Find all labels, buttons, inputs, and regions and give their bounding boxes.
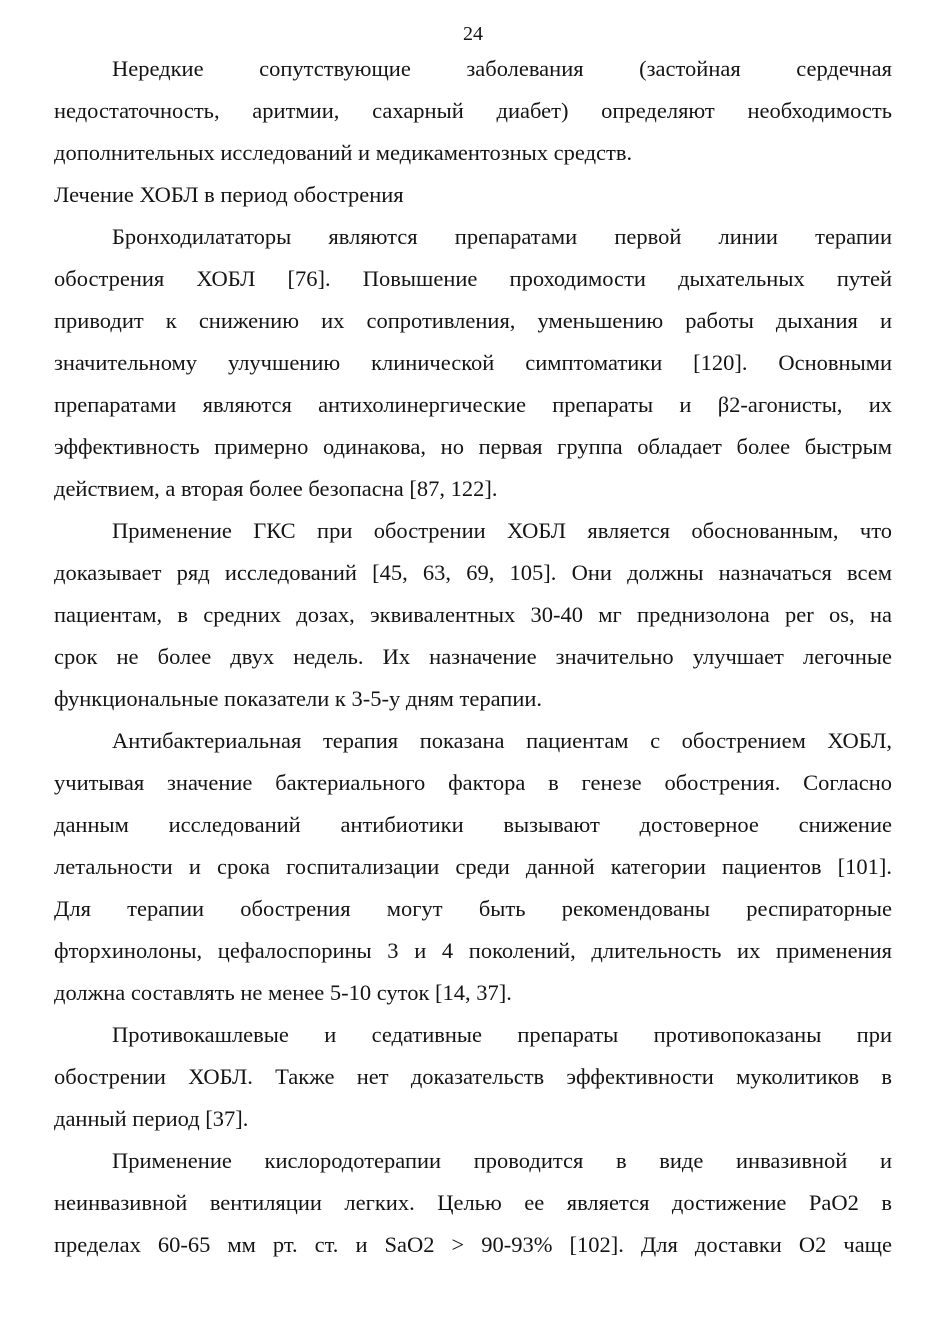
paragraph-comorbidities bbox=[54, 48, 892, 174]
paragraph-line: действием, а вторая более безопасна [87, 122]. bbox=[54, 476, 498, 501]
paragraph-line: функциональные показатели к 3-5-у дням терапии. bbox=[54, 686, 543, 711]
paragraph-line: препаратами являются антихолинергические препараты и β2-агонисты, их bbox=[54, 392, 892, 417]
paragraph-line: доказывает ряд исследований [45, 63, 69, 105]. Они должны назначаться всем bbox=[54, 560, 892, 585]
paragraph-line: летальности и срока госпитализации среди данной категории пациентов [101]. bbox=[54, 854, 892, 879]
page-number: 24 bbox=[463, 23, 483, 45]
paragraph-line: неинвазивной вентиляции легких. Целью ее является достижение PaO2 в bbox=[54, 1190, 892, 1215]
paragraph-line: должна составлять не менее 5-10 суток [14, 37]. bbox=[54, 980, 512, 1005]
paragraph-gks bbox=[54, 510, 892, 720]
paragraph-line: учитывая значение бактериального фактора в генезе обострения. Согласно bbox=[54, 770, 892, 795]
paragraph-line: Применение кислородотерапии проводится в виде инвазивной и bbox=[112, 1148, 892, 1173]
paragraph-antitussive bbox=[54, 1014, 892, 1140]
paragraph-line: Бронходилататоры являются препаратами первой линии терапии bbox=[112, 224, 892, 249]
paragraph-line: обострения ХОБЛ [76]. Повышение проходимости дыхательных путей bbox=[54, 266, 892, 291]
paragraph-line: обострении ХОБЛ. Также нет доказательств эффективности муколитиков в bbox=[54, 1064, 892, 1089]
paragraph-oxygen bbox=[54, 1140, 892, 1266]
paragraph-line: пределах 60-65 мм рт. ст. и SaO2 > 90-93% [102]. Для доставки O2 чаще bbox=[54, 1232, 892, 1257]
paragraph-line: Нередкие сопутствующие заболевания (застойная сердечная bbox=[112, 56, 892, 81]
paragraph-line: приводит к снижению их сопротивления, уменьшению работы дыхания и bbox=[54, 308, 892, 333]
paragraph-line: эффективность примерно одинакова, но первая группа обладает более быстрым bbox=[54, 434, 892, 459]
paragraph-line: дополнительных исследований и медикаментозных средств. bbox=[54, 140, 633, 165]
paragraph-line: Применение ГКС при обострении ХОБЛ является обоснованным, что bbox=[112, 518, 892, 543]
paragraph-bronchodilators bbox=[54, 216, 892, 510]
paragraph-line: пациентам, в средних дозах, эквивалентных 30-40 мг преднизолона per os, на bbox=[54, 602, 892, 627]
paragraph-line: недостаточность, аритмии, сахарный диабет) определяют необходимость bbox=[54, 98, 892, 123]
paragraph-line: Антибактериальная терапия показана пациентам с обострением ХОБЛ, bbox=[112, 728, 892, 753]
section-heading: Лечение ХОБЛ в период обострения bbox=[54, 182, 404, 207]
paragraph-line: Противокашлевые и седативные препараты противопоказаны при bbox=[112, 1022, 892, 1047]
paragraph-line: данным исследований антибиотики вызывают достоверное снижение bbox=[54, 812, 892, 837]
paragraph-line: срок не более двух недель. Их назначение значительно улучшает легочные bbox=[54, 644, 892, 669]
paragraph-antibacterial bbox=[54, 720, 892, 1014]
paragraph-line: значительному улучшению клинической симптоматики [120]. Основными bbox=[54, 350, 892, 375]
paragraph-line: фторхинолоны, цефалоспорины 3 и 4 поколений, длительность их применения bbox=[54, 938, 892, 963]
paragraph-line: данный период [37]. bbox=[54, 1106, 249, 1131]
paragraph-line: Для терапии обострения могут быть рекомендованы респираторные bbox=[54, 896, 892, 921]
